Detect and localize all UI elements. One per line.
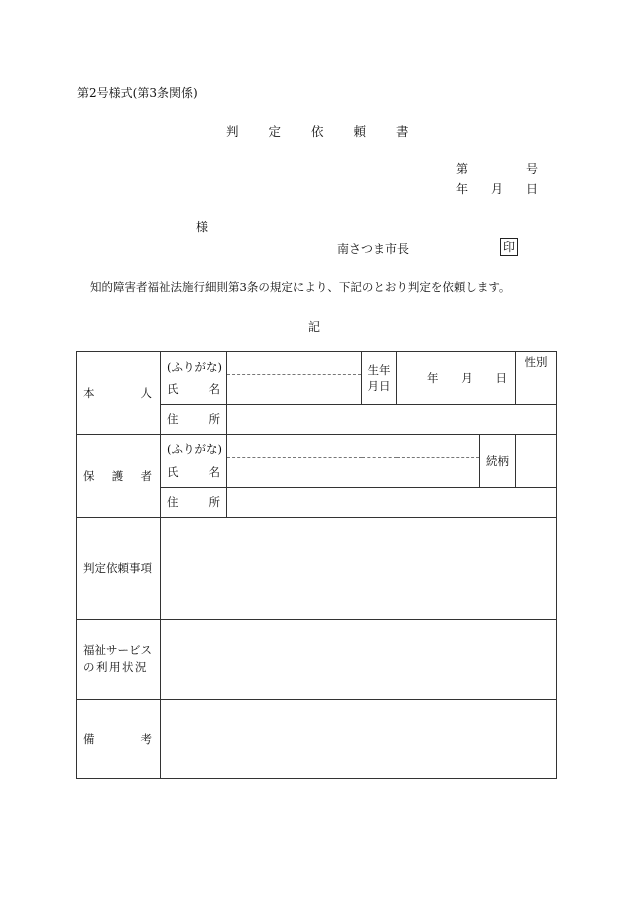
request-statement: 知的障害者福祉法施行細則第3条の規定により、下記のとおり判定を依頼します。 <box>90 280 511 294</box>
biko-label-char: 備 <box>83 731 95 746</box>
doc-number-suffix: 号 <box>525 162 538 176</box>
document-number <box>456 160 538 177</box>
hogosha-label-char: 者 <box>140 468 152 483</box>
doc-date-day: 日 <box>525 182 538 196</box>
biko-label-char: 考 <box>140 731 152 746</box>
birth-label-line: 月日 <box>367 378 391 393</box>
fukushi-label-line: の利用状況 <box>83 660 148 675</box>
addressee-suffix: 様 <box>196 220 209 234</box>
fukushi-field[interactable] <box>161 620 557 699</box>
name-label-char: 名 <box>208 465 220 480</box>
honnin-label <box>77 385 160 401</box>
name-label-char: 氏 <box>167 465 179 480</box>
document-title: 判定依頼書 <box>226 124 439 139</box>
honnin-name-field[interactable] <box>227 375 362 405</box>
form-reference: 第2号様式(第3条関係) <box>77 86 198 100</box>
birth-day-label: 日 <box>495 370 507 385</box>
fukushi-label-line: 福祉サービス <box>83 643 152 658</box>
fukushi-label <box>77 620 161 699</box>
seal-mark: 印 <box>500 238 518 256</box>
name-label-char: 氏 <box>167 382 179 397</box>
hantei-field[interactable] <box>161 517 557 619</box>
issuer-name: 南さつま市長 <box>337 242 410 256</box>
ki-marker: 記 <box>308 320 321 334</box>
honnin-label-char: 本 <box>83 385 95 400</box>
honnin-label-cell <box>77 352 161 435</box>
honnin-name-label-cell <box>161 375 227 405</box>
document-date <box>456 180 538 197</box>
name-label-char: 名 <box>208 382 220 397</box>
hogosha-label-char: 護 <box>111 468 124 483</box>
birth-label-line: 生年 <box>367 362 391 377</box>
honnin-address-label-cell <box>161 404 227 434</box>
hantei-label: 判定依頼事項 <box>77 517 161 619</box>
biko-field[interactable] <box>161 699 557 778</box>
doc-date-month: 月 <box>490 182 503 196</box>
honnin-gender-cell[interactable] <box>516 352 557 405</box>
hogosha-label <box>77 468 160 484</box>
honnin-furigana-field[interactable] <box>227 352 362 375</box>
hogosha-label-cell <box>77 434 161 517</box>
request-form-table <box>76 351 557 779</box>
address-label-char: 所 <box>208 412 220 427</box>
hogosha-label-char: 保 <box>83 468 95 483</box>
honnin-birth-label <box>362 352 397 405</box>
address-label-char: 住 <box>167 412 179 427</box>
hogosha-relation-label: 続柄 <box>480 434 516 487</box>
birth-month-label: 月 <box>461 370 473 385</box>
address-label-char: 所 <box>208 495 220 510</box>
hogosha-address-field[interactable] <box>227 487 557 517</box>
hogosha-address-label-cell <box>161 487 227 517</box>
gender-label: 性別 <box>524 355 548 369</box>
honnin-furigana-label: (ふりがな) <box>161 352 227 375</box>
honnin-label-char: 人 <box>140 385 152 400</box>
address-label-char: 住 <box>167 495 179 510</box>
honnin-birth-date-field[interactable] <box>397 352 516 405</box>
birth-year-label: 年 <box>427 370 439 385</box>
hogosha-furigana-label: (ふりがな) <box>161 434 227 457</box>
hogosha-name-label-cell <box>161 457 227 487</box>
doc-number-prefix: 第 <box>456 162 469 176</box>
honnin-address-field[interactable] <box>227 404 557 434</box>
doc-date-year: 年 <box>456 182 469 196</box>
hogosha-furigana-field[interactable] <box>227 434 480 457</box>
hogosha-name-field[interactable] <box>227 457 480 487</box>
hogosha-relation-field[interactable] <box>516 434 557 487</box>
biko-label-cell <box>77 699 161 778</box>
